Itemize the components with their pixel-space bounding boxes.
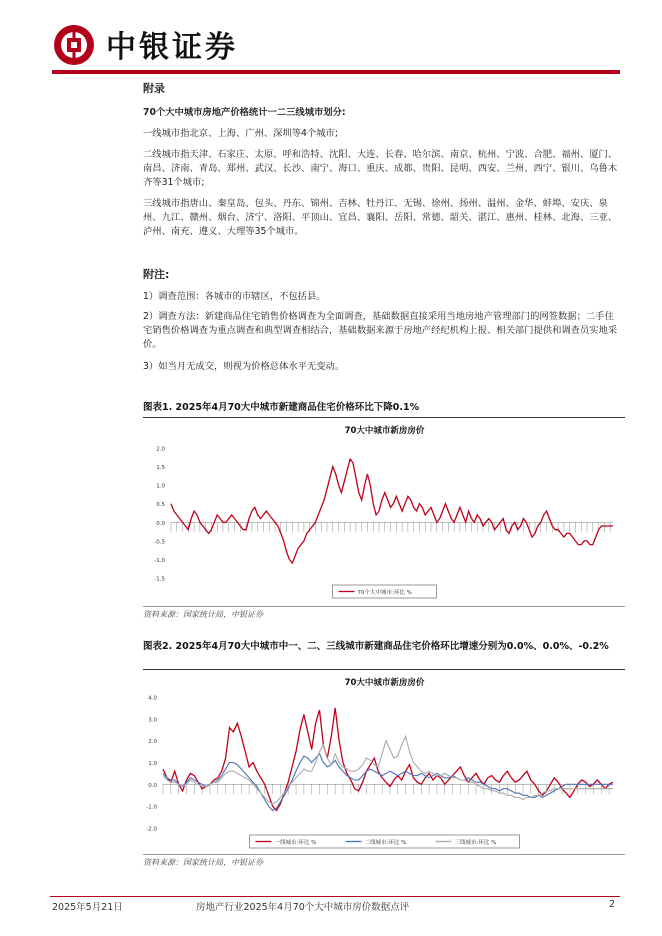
figure1-source: 资料来源：国家统计局，中银证券: [143, 610, 263, 619]
figure2-bottom-rule: [143, 854, 625, 855]
chart-title: 70大中城市新房房价: [344, 678, 425, 688]
footer-rule: [50, 896, 620, 897]
y-tick-label: -0.5: [154, 539, 165, 546]
y-tick-label: -1.5: [154, 576, 165, 583]
y-tick-label: -1.0: [154, 557, 165, 564]
y-tick-label: 4.0: [148, 695, 157, 702]
legend-label: 一线城市:环比 %: [274, 840, 317, 846]
note-1: 1）调查范围：各城市的市辖区，不包括县。: [143, 291, 326, 302]
figure2-chart: [143, 672, 626, 852]
tier1-text: 一线城市指北京、上海、广州、深圳等4个城市;: [143, 128, 338, 139]
header-rule: [52, 70, 620, 74]
y-tick-label: 0.0: [156, 520, 165, 527]
y-tick-label: 2.0: [156, 446, 165, 453]
y-tick-label: 1.0: [156, 483, 165, 490]
series-line: [171, 459, 613, 563]
appendix-subtitle: 70个大中城市房地产价格统计一二三线城市划分:: [143, 107, 346, 118]
y-tick-label: -1.0: [146, 804, 157, 811]
chart2-svg: [143, 672, 626, 852]
figure1-caption: 图表1. 2025年4月70大中城市新建商品住宅价格环比下降0.1%: [143, 402, 420, 413]
y-tick-label: 0.0: [148, 782, 157, 789]
note-3: 3）如当月无成交，则视为价格总体水平无变动。: [143, 361, 345, 372]
tier3-text: 三线城市指唐山、秦皇岛、包头、丹东、锦州、吉林、牡丹江、无锡、徐州、扬州、温州、金华、蚌埠、安庆、泉州、九江、赣州、烟台、济宁、洛阳、平顶山、宜昌、襄阳、岳阳、常德、韶关、湛江、惠州、桂林、北海、三亚、泸州、南充、遵义、大理等35个城市。: [143, 198, 618, 238]
series-line: [163, 736, 613, 804]
footer-date: 2025年5月21日: [52, 902, 123, 913]
figure2-top-rule: [143, 669, 625, 670]
y-tick-label: 0.5: [156, 502, 165, 509]
tier2-text: 二线城市指天津、石家庄、太原、呼和浩特、沈阳、大连、长春、哈尔滨、南京、杭州、宁波、合肥、福州、厦门、南昌、济南、青岛、郑州、武汉、长沙、南宁、海口、重庆、成都、贵阳、昆明、西安、兰州、西宁、银川、乌鲁木齐等31个城市;: [143, 149, 618, 189]
y-tick-label: 3.0: [148, 717, 157, 724]
y-tick-label: 1.5: [156, 465, 165, 472]
series-line: [163, 708, 613, 811]
note-2: 2）调查方法：新建商品住宅销售价格调查为全面调查，基础数据直接采用当地房地产管理部门的网签数据；二手住宅销售价格调查为重点调查和典型调查相结合，基础数据来源于房地产经纪机构上报、相关部门提供和调查员实地采价。: [143, 311, 618, 351]
legend-label: 二线城市:环比 %: [364, 840, 407, 846]
figure2-caption: 图表2. 2025年4月70大中城市中一、二、三线城市新建商品住宅价格环比增速分别为0.0%、0.0%、-0.2%: [143, 641, 609, 652]
figure1-top-rule: [143, 417, 625, 418]
chart-title: 70大中城市新房房价: [344, 426, 425, 436]
y-tick-label: -2.0: [146, 826, 157, 833]
footer-title: 房地产行业2025年4月70个大中城市房价数据点评: [196, 902, 410, 913]
figure1-chart: [143, 420, 626, 604]
y-tick-label: 1.0: [148, 761, 157, 767]
notes-title: 附注:: [143, 268, 170, 281]
figure2-source: 资料来源：国家统计局，中银证券: [143, 858, 263, 867]
legend-label: 70个大中城市:环比 %: [357, 590, 412, 596]
appendix-title: 附录: [143, 82, 165, 95]
y-tick-label: 2.0: [148, 739, 157, 746]
figure1-bottom-rule: [143, 606, 625, 607]
page-number: 2: [609, 899, 616, 910]
brand-name: 中银证券: [106, 30, 238, 65]
series-line: [163, 754, 613, 811]
bank-logo-icon: [52, 23, 96, 67]
chart1-svg: [143, 420, 626, 604]
legend-label: 三线城市:环比 %: [454, 840, 497, 846]
